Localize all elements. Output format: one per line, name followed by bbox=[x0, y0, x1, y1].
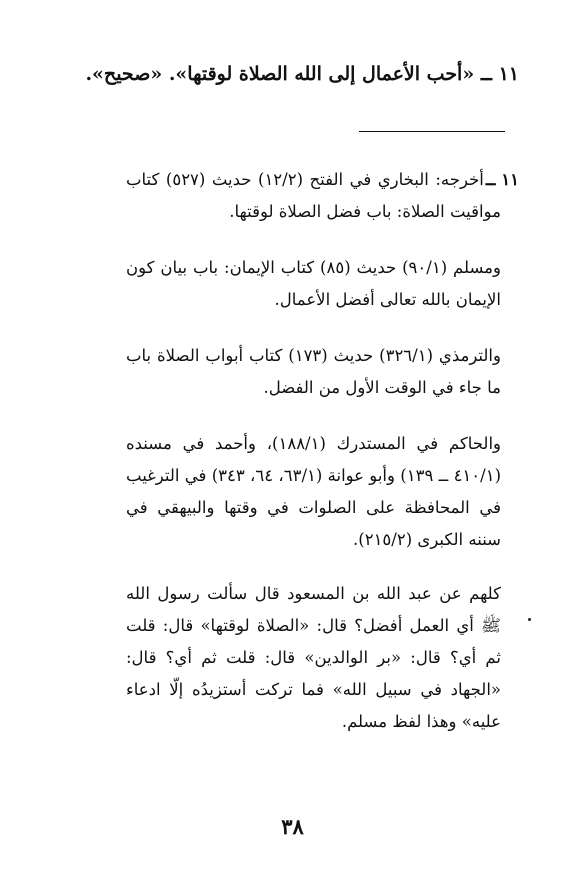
page-number: ٣٨ bbox=[281, 814, 304, 839]
footnotes bbox=[126, 164, 501, 762]
footnote-number: ١١ ــ bbox=[485, 170, 519, 189]
footnote-muslim: ومسلم (٩٠/١) حديث (٨٥) كتاب الإيمان: باب بيان كون الإيمان بالله تعالى أفضل الأعمال. bbox=[126, 258, 501, 309]
footnote-bukhari: أخرجه: البخاري في الفتح (١٢/٢) حديث (٥٢٧) كتاب مواقيت الصلاة: باب فضل الصلاة لوقتها. bbox=[126, 170, 501, 221]
footnote-tirmidhi: والترمذي (٣٢٦/١) حديث (١٧٣) كتاب أبواب الصلاة باب ما جاء في الوقت الأول من الفضل. bbox=[126, 346, 501, 397]
footnote-hakim: والحاكم في المستدرك (١٨٨/١)، وأحمد في مسنده (٤١٠/١ ــ ١٣٩) وأبو عوانة (٦٣/١، ٦٤، ٣٤٣) في الترغيب في المحافظة على الصلوات في وقتها والبيهقي في سننه الكبرى (٢١٥/٢). bbox=[126, 434, 502, 549]
ink-dot bbox=[528, 618, 531, 621]
footnote-narration: كلهم عن عبد الله بن المسعود قال سألت رسول الله ﷺ أي العمل أفضل؟ قال: «الصلاة لوقتها» قال: قلت ثم أي؟ قال: «بر الوالدين» قال: قلت ثم أي؟ قال: «الجهاد في سبيل الله» فما تركت أستزيدُه إلّا ادعاء عليه» وهذا لفظ مسلم. bbox=[126, 584, 501, 731]
footnote-separator bbox=[359, 131, 505, 132]
hadith-heading: ١١ ــ «أحب الأعمال إلى الله الصلاة لوقتها». «صحيح». bbox=[85, 63, 519, 85]
